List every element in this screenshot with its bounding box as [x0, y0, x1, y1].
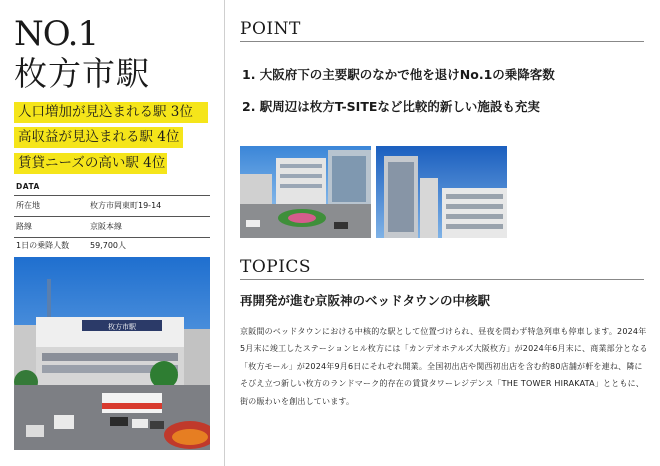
data-key: 1日の乗降人数: [16, 241, 70, 250]
data-row: [16, 217, 210, 237]
topics-title: TOPICS: [240, 257, 312, 277]
topic-headline: 再開発が進む京阪神のベッドタウンの中核駅: [240, 293, 491, 308]
tower-illustration: [376, 146, 507, 238]
data-value: 59,700人: [90, 241, 126, 250]
data-key: 所在地: [16, 201, 40, 210]
point-item: 1. 大阪府下の主要駅のなかで他を退けNo.1の乗降客数: [242, 67, 555, 82]
point-title: POINT: [240, 19, 301, 39]
tower-photo: [376, 146, 507, 238]
left-column: [0, 0, 224, 466]
highlight-badge: 高収益が見込まれる駅 4位: [14, 127, 183, 148]
plaza-photo: [240, 146, 371, 238]
data-value: 枚方市岡東町19-14: [90, 201, 162, 210]
point-title-rule: [240, 41, 644, 42]
topics-title-rule: [240, 279, 644, 280]
station-illustration: [14, 257, 210, 450]
station-sign: 枚方市駅: [108, 323, 136, 331]
station-name: 枚方市駅: [14, 54, 150, 93]
plaza-illustration: [240, 146, 371, 238]
rank-title: NO.1: [14, 14, 99, 54]
data-row: [16, 196, 210, 216]
data-value: 京阪本線: [90, 222, 122, 231]
station-photo: [14, 257, 210, 450]
data-row: [16, 236, 210, 256]
point-item: 2. 駅周辺は枚方T-SITEなど比較的新しい施設も充実: [242, 99, 540, 114]
topic-body: 京阪間のベッドタウンにおける中核的な駅として位置づけられ、昼夜を問わず特急列車も停車します。2024年5月末に竣工したステーションヒル枚方には「カンデオホテルズ大阪枚方」が2024年6月末に、商業部分となる「枚方モール」が2024年9月6日にそれぞれ開業。全国初出店や関西初出店を含む約80店舗が軒を連ね、隣にそびえ立つ新しい枚方のランドマーク的存在の賃貸タワーレジデンス「THE TOWER HIRAKATA」とともに、街の賑わいを創出しています。: [240, 327, 648, 406]
highlight-badge: 賃貸ニーズの高い駅 4位: [14, 153, 167, 174]
column-divider: [224, 0, 225, 466]
highlight-badge: 人口増加が見込まれる駅 3位: [14, 102, 208, 123]
data-label: DATA: [16, 182, 40, 191]
data-key: 路線: [16, 222, 32, 231]
